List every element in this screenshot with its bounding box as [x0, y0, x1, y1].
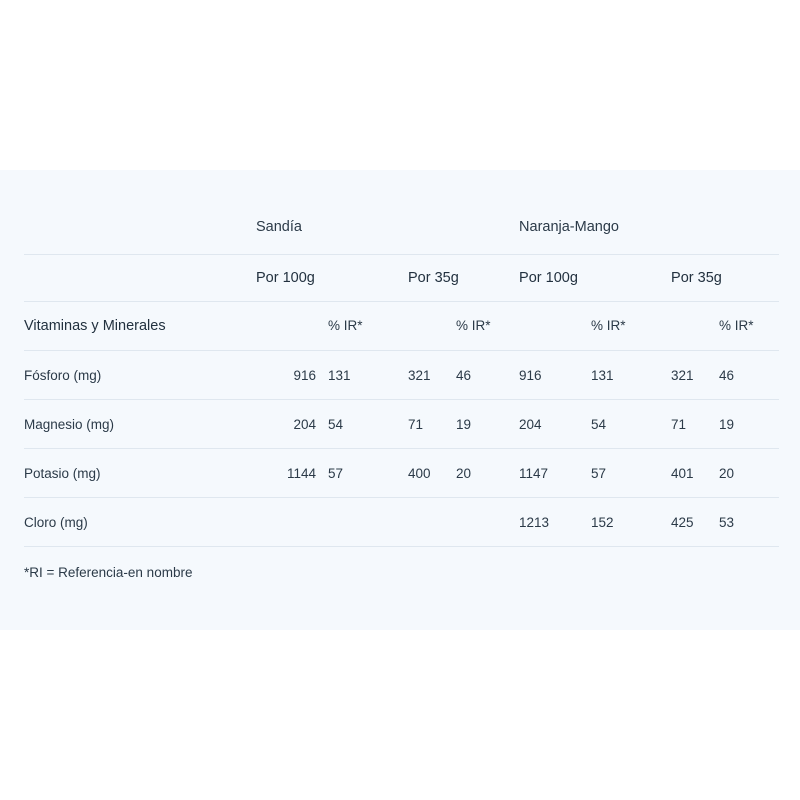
- value-text: 54: [591, 416, 607, 432]
- value-text: 57: [591, 465, 607, 481]
- cell-value: [328, 400, 408, 449]
- cell-value: [591, 449, 671, 498]
- table-row: [24, 351, 779, 400]
- ir-label-naranja-35g: % IR*: [719, 318, 754, 333]
- nutrition-panel: [0, 170, 800, 630]
- ir-header-3: [591, 302, 671, 351]
- flavour-header-sandia: [256, 200, 519, 255]
- value-text: 71: [408, 416, 424, 432]
- value-text: 20: [719, 465, 735, 481]
- cell-value: [591, 351, 671, 400]
- serving-label-naranja-100g: Por 100g: [519, 270, 578, 286]
- cell-value: [719, 449, 779, 498]
- serving-label-sandia-100g: Por 100g: [256, 270, 315, 286]
- cell-value: [519, 498, 591, 547]
- table-row: [24, 449, 779, 498]
- value-text: 204: [293, 416, 316, 432]
- cell-value: [408, 498, 456, 547]
- cell-value: [671, 351, 719, 400]
- serving-header-spacer: [24, 255, 256, 302]
- value-text: 916: [519, 367, 542, 383]
- ir-label-sandia-35g: % IR*: [456, 318, 491, 333]
- value-text: 46: [456, 367, 472, 383]
- serving-header-naranja-100g: [519, 255, 671, 302]
- value-text: 321: [408, 367, 431, 383]
- flavour-label-sandia: Sandía: [256, 219, 302, 235]
- value-text: 57: [328, 465, 344, 481]
- cell-value: [328, 351, 408, 400]
- value-text: 131: [591, 367, 614, 383]
- nutrient-name: Fósforo (mg): [24, 367, 102, 383]
- value-text: 54: [328, 416, 344, 432]
- section-spacer-3: [519, 302, 591, 351]
- nutrient-name-cell: [24, 449, 256, 498]
- cell-value: [456, 498, 519, 547]
- flavour-header-spacer: [24, 200, 256, 255]
- cell-value: [408, 351, 456, 400]
- cell-value: [328, 498, 408, 547]
- value-text: 1213: [519, 514, 550, 530]
- cell-value: [256, 498, 328, 547]
- cell-value: [671, 498, 719, 547]
- table-row: [24, 400, 779, 449]
- value-text: 400: [408, 465, 431, 481]
- flavour-header-naranja-mango: [519, 200, 779, 255]
- value-text: 19: [719, 416, 735, 432]
- nutrient-name: Potasio (mg): [24, 465, 101, 481]
- nutrient-name-cell: [24, 498, 256, 547]
- cell-value: [671, 400, 719, 449]
- cell-value: [328, 449, 408, 498]
- ir-label-sandia-100g: % IR*: [328, 318, 363, 333]
- nutrient-name-cell: [24, 400, 256, 449]
- cell-value: [519, 400, 591, 449]
- value-text: 19: [456, 416, 472, 432]
- value-text: 20: [456, 465, 472, 481]
- ir-header-4: [719, 302, 779, 351]
- value-text: 152: [591, 514, 614, 530]
- serving-header-sandia-100g: [256, 255, 408, 302]
- cell-value: [456, 351, 519, 400]
- cell-value: [408, 400, 456, 449]
- cell-value: [591, 400, 671, 449]
- cell-value: [519, 351, 591, 400]
- serving-label-sandia-35g: Por 35g: [408, 270, 459, 286]
- cell-value: [256, 351, 328, 400]
- cell-value: [256, 400, 328, 449]
- value-text: 71: [671, 416, 687, 432]
- cell-value: [719, 400, 779, 449]
- section-spacer-2: [408, 302, 456, 351]
- cell-value: [456, 449, 519, 498]
- value-text: 401: [671, 465, 694, 481]
- value-text: 321: [671, 367, 694, 383]
- section-title: Vitaminas y Minerales: [24, 318, 166, 334]
- ir-header-2: [456, 302, 519, 351]
- nutrient-name-cell: [24, 351, 256, 400]
- table-footnote: *RI = Referencia-en nombre: [24, 565, 193, 580]
- serving-header-sandia-35g: [408, 255, 519, 302]
- value-text: 46: [719, 367, 735, 383]
- ir-header-1: [328, 302, 408, 351]
- section-title-cell: [24, 302, 256, 351]
- nutrient-name: Magnesio (mg): [24, 416, 115, 432]
- serving-header-row: [24, 255, 779, 302]
- nutrient-name: Cloro (mg): [24, 514, 88, 530]
- table-row: [24, 498, 779, 547]
- nutrition-table-wrapper: [24, 200, 776, 547]
- cell-value: [456, 400, 519, 449]
- cell-value: [671, 449, 719, 498]
- flavour-header-row: [24, 200, 779, 255]
- value-text: 916: [293, 367, 316, 383]
- value-text: 425: [671, 514, 694, 530]
- cell-value: [719, 351, 779, 400]
- cell-value: [591, 498, 671, 547]
- value-text: 1144: [286, 465, 316, 481]
- ir-label-naranja-100g: % IR*: [591, 318, 626, 333]
- value-text: 53: [719, 514, 735, 530]
- serving-label-naranja-35g: Por 35g: [671, 270, 722, 286]
- value-text: 204: [519, 416, 542, 432]
- value-text: 1147: [519, 465, 549, 481]
- flavour-label-naranja-mango: Naranja-Mango: [519, 219, 619, 235]
- cell-value: [519, 449, 591, 498]
- cell-value: [256, 449, 328, 498]
- value-text: 131: [328, 367, 351, 383]
- section-spacer-4: [671, 302, 719, 351]
- nutrition-table: [24, 200, 779, 547]
- section-header-row: [24, 302, 779, 351]
- serving-header-naranja-35g: [671, 255, 779, 302]
- cell-value: [719, 498, 779, 547]
- cell-value: [408, 449, 456, 498]
- section-spacer-1: [256, 302, 328, 351]
